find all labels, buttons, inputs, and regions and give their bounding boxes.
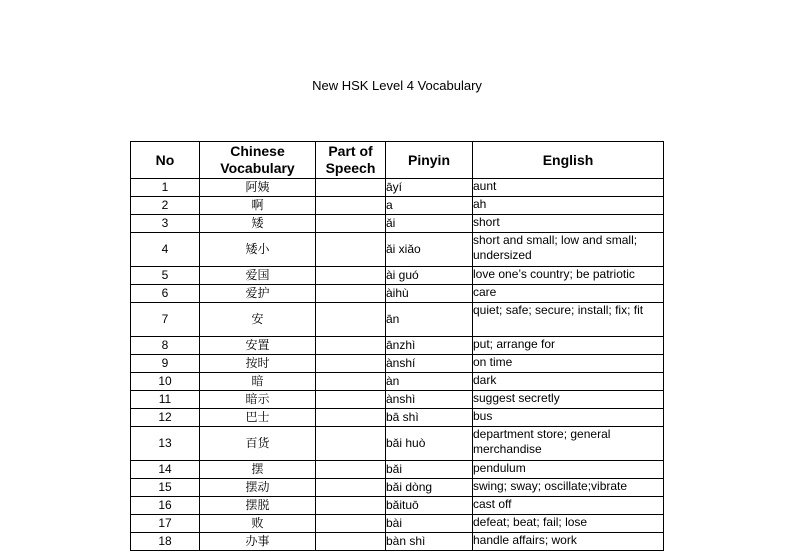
row-chinese: 办事 (200, 533, 316, 551)
row-part-of-speech (316, 215, 386, 233)
row-part-of-speech (316, 197, 386, 215)
row-english: defeat; beat; fail; lose (473, 515, 664, 533)
row-chinese: 按时 (200, 355, 316, 373)
row-english: aunt (473, 179, 664, 197)
row-part-of-speech (316, 515, 386, 533)
header-chinese-vocabulary (200, 142, 316, 179)
row-no: 1 (131, 179, 200, 197)
row-no: 11 (131, 391, 200, 409)
row-no: 14 (131, 461, 200, 479)
table-header-row (131, 142, 664, 179)
row-chinese: 败 (200, 515, 316, 533)
row-chinese: 摆 (200, 461, 316, 479)
row-chinese: 安 (200, 303, 316, 337)
row-english: put; arrange for (473, 337, 664, 355)
row-part-of-speech (316, 479, 386, 497)
row-chinese: 爱护 (200, 285, 316, 303)
row-pinyin: ānzhì (386, 337, 473, 355)
row-part-of-speech (316, 337, 386, 355)
row-chinese: 安置 (200, 337, 316, 355)
row-pinyin: bǎi dòng (386, 479, 473, 497)
row-english: love one’s country; be patriotic (473, 267, 664, 285)
row-pinyin: bǎi (386, 461, 473, 479)
row-english: swing; sway; oscillate;vibrate (473, 479, 664, 497)
table-row (131, 215, 664, 233)
row-part-of-speech (316, 373, 386, 391)
row-english: on time (473, 355, 664, 373)
row-part-of-speech (316, 497, 386, 515)
header-no: No (131, 142, 200, 179)
row-english: pendulum (473, 461, 664, 479)
row-no: 8 (131, 337, 200, 355)
row-part-of-speech (316, 533, 386, 551)
row-part-of-speech (316, 233, 386, 267)
row-no: 18 (131, 533, 200, 551)
row-english: short (473, 215, 664, 233)
row-pinyin: āyí (386, 179, 473, 197)
row-part-of-speech (316, 461, 386, 479)
row-no: 4 (131, 233, 200, 267)
table-row (131, 461, 664, 479)
table-row (131, 337, 664, 355)
row-pinyin: ān (386, 303, 473, 337)
header-chinese-line2: Vocabulary (220, 160, 295, 176)
row-english: department store; general merchandise (473, 427, 664, 461)
row-part-of-speech (316, 179, 386, 197)
row-no: 3 (131, 215, 200, 233)
table-row (131, 427, 664, 461)
row-pinyin: ǎi (386, 215, 473, 233)
row-no: 2 (131, 197, 200, 215)
row-no: 7 (131, 303, 200, 337)
vocabulary-table (130, 141, 664, 551)
header-chinese-line1: Chinese (230, 143, 285, 159)
row-chinese: 暗示 (200, 391, 316, 409)
row-part-of-speech (316, 285, 386, 303)
row-english: bus (473, 409, 664, 427)
table-row (131, 179, 664, 197)
row-english: ah (473, 197, 664, 215)
header-pos-line2: Speech (325, 160, 376, 176)
header-pinyin: Pinyin (386, 142, 473, 179)
row-pinyin: àihù (386, 285, 473, 303)
row-chinese: 矮小 (200, 233, 316, 267)
row-pinyin: bàn shì (386, 533, 473, 551)
table-row (131, 197, 664, 215)
row-no: 9 (131, 355, 200, 373)
table-row (131, 233, 664, 267)
header-part-of-speech (316, 142, 386, 179)
row-english: short and small; low and small; undersized (473, 233, 664, 267)
row-pinyin: bài (386, 515, 473, 533)
document-title: New HSK Level 4 Vocabulary (312, 78, 482, 93)
row-chinese: 阿姨 (200, 179, 316, 197)
row-chinese: 爱国 (200, 267, 316, 285)
row-english: dark (473, 373, 664, 391)
table-row (131, 409, 664, 427)
table-row (131, 355, 664, 373)
row-no: 5 (131, 267, 200, 285)
row-pinyin: ànshí (386, 355, 473, 373)
table-row (131, 373, 664, 391)
row-english: handle affairs; work (473, 533, 664, 551)
row-part-of-speech (316, 355, 386, 373)
row-part-of-speech (316, 303, 386, 337)
table-row (131, 479, 664, 497)
row-no: 12 (131, 409, 200, 427)
row-english: quiet; safe; secure; install; fix; fit (473, 303, 664, 337)
table-row (131, 515, 664, 533)
row-pinyin: ài guó (386, 267, 473, 285)
row-pinyin: bā shì (386, 409, 473, 427)
row-pinyin: ǎi xiǎo (386, 233, 473, 267)
row-chinese: 巴士 (200, 409, 316, 427)
row-pinyin: a (386, 197, 473, 215)
row-chinese: 暗 (200, 373, 316, 391)
table-row (131, 303, 664, 337)
row-no: 10 (131, 373, 200, 391)
row-chinese: 百货 (200, 427, 316, 461)
row-no: 17 (131, 515, 200, 533)
row-pinyin: bǎituō (386, 497, 473, 515)
row-english: care (473, 285, 664, 303)
row-part-of-speech (316, 409, 386, 427)
row-chinese: 摆动 (200, 479, 316, 497)
row-chinese: 啊 (200, 197, 316, 215)
table-row (131, 497, 664, 515)
row-chinese: 矮 (200, 215, 316, 233)
row-part-of-speech (316, 391, 386, 409)
row-pinyin: bǎi huò (386, 427, 473, 461)
table-row (131, 391, 664, 409)
row-chinese: 摆脱 (200, 497, 316, 515)
header-pos-line1: Part of (328, 143, 373, 159)
row-pinyin: ànshì (386, 391, 473, 409)
row-no: 6 (131, 285, 200, 303)
row-part-of-speech (316, 427, 386, 461)
row-english: suggest secretly (473, 391, 664, 409)
table-row (131, 267, 664, 285)
table-row (131, 533, 664, 551)
row-part-of-speech (316, 267, 386, 285)
row-english: cast off (473, 497, 664, 515)
row-no: 16 (131, 497, 200, 515)
row-no: 15 (131, 479, 200, 497)
table-row (131, 285, 664, 303)
header-english: English (473, 142, 664, 179)
row-no: 13 (131, 427, 200, 461)
row-pinyin: àn (386, 373, 473, 391)
